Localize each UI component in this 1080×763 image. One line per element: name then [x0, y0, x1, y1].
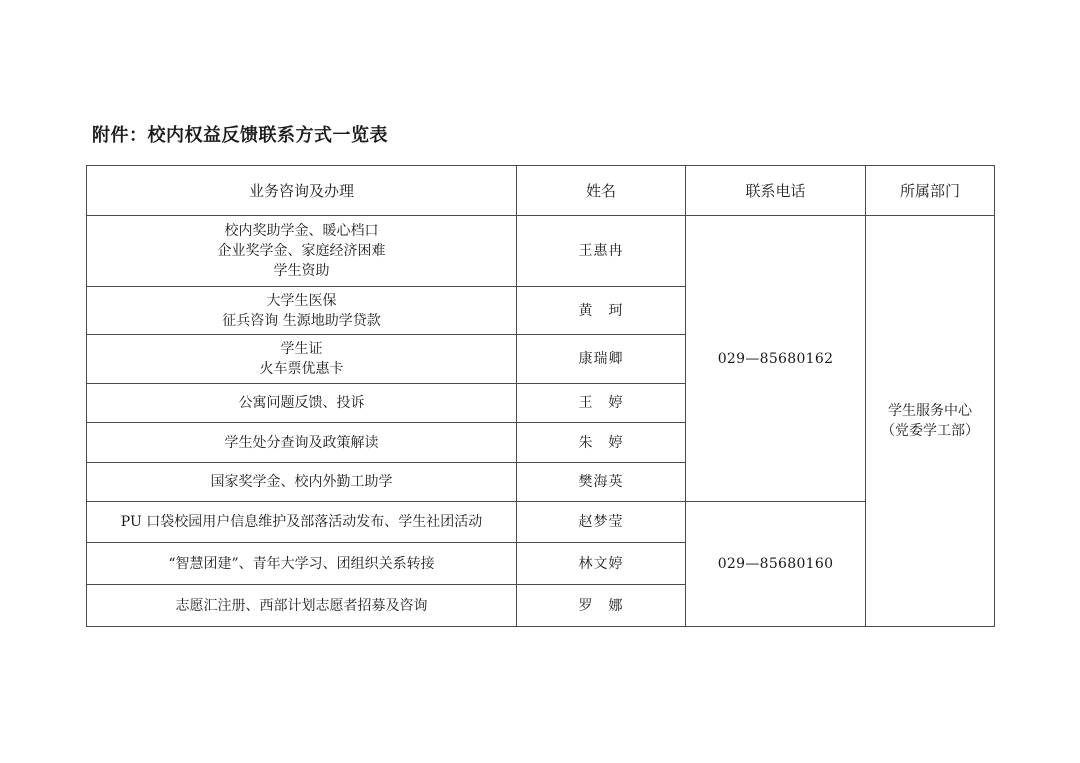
service-cell	[87, 463, 517, 502]
header-name: 姓名	[517, 166, 686, 216]
service-line: 学生处分查询及政策解读	[224, 434, 379, 451]
service-line: 学生资助	[273, 263, 330, 279]
name-cell: 康瑞卿	[517, 335, 686, 384]
name-cell: 王惠冉	[517, 216, 686, 287]
document-title: 附件：校内权益反馈联系方式一览表	[92, 125, 388, 146]
service-line: 公寓问题反馈、投诉	[238, 395, 365, 411]
service-cell	[87, 287, 517, 335]
service-cell	[87, 543, 517, 585]
table-row	[87, 216, 995, 287]
department-name: 学生服务中心	[888, 403, 972, 419]
name-cell: 朱 婷	[517, 423, 686, 463]
department-cell	[866, 216, 995, 627]
name-cell: 王 婷	[517, 384, 686, 423]
service-cell	[87, 335, 517, 384]
service-cell	[87, 423, 517, 463]
contacts-table	[86, 165, 995, 627]
service-cell	[87, 502, 517, 543]
service-line: 火车票优惠卡	[259, 361, 344, 377]
table-row	[87, 502, 995, 543]
name-cell: 林文婷	[517, 543, 686, 585]
service-line: 校内奖助学金、暖心档口	[224, 223, 379, 239]
service-line: 学生证	[280, 341, 323, 357]
service-cell	[87, 216, 517, 287]
service-line: PU 口袋校园用户信息维护及部落活动发布、学生社团活动	[120, 514, 483, 530]
name-cell: 樊海英	[517, 463, 686, 502]
service-line: 国家奖学金、校内外勤工助学	[210, 474, 393, 490]
header-phone: 联系电话	[686, 166, 866, 216]
service-cell	[87, 585, 517, 627]
phone-cell: 029—85680162	[686, 216, 866, 502]
name-cell: 罗 娜	[517, 585, 686, 627]
name-cell: 黄 珂	[517, 287, 686, 335]
department-subname: （党委学工部）	[881, 423, 979, 439]
table-header-row	[87, 166, 995, 216]
service-line: 大学生医保	[266, 292, 337, 309]
phone-cell: 029—85680160	[686, 502, 866, 627]
header-department: 所属部门	[866, 166, 995, 216]
name-cell: 赵梦莹	[517, 502, 686, 543]
service-cell	[87, 384, 517, 423]
header-service: 业务咨询及办理	[87, 166, 517, 216]
service-line: 征兵咨询 生源地助学贷款	[222, 312, 381, 329]
service-line: 志愿汇注册、西部计划志愿者招募及咨询	[175, 597, 428, 614]
service-line: 企业奖学金、家庭经济困难	[217, 243, 386, 259]
service-line: “智慧团建”、青年大学习、团组织关系转接	[168, 555, 435, 572]
